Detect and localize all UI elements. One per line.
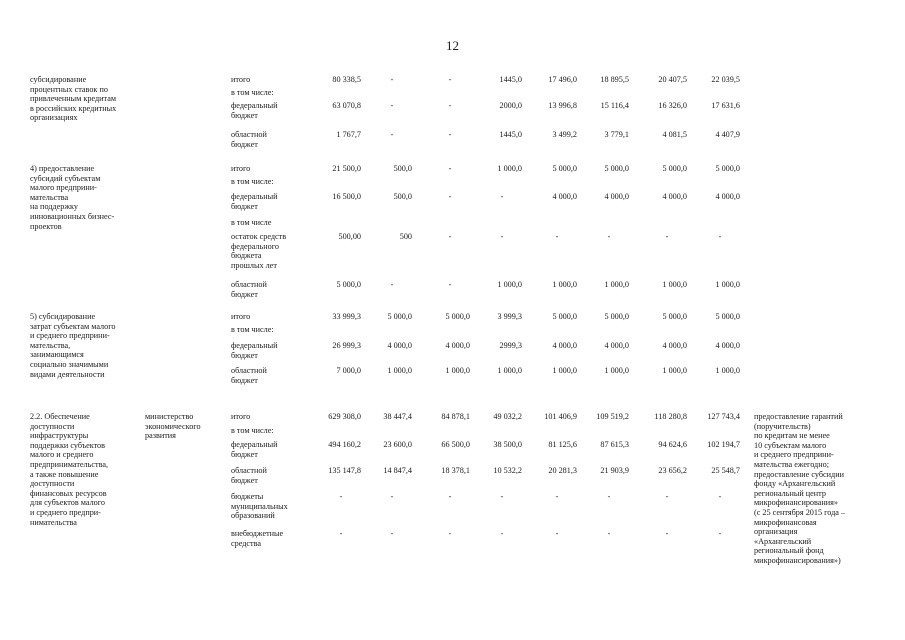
- value-cell: 5 000,0: [445, 312, 470, 321]
- value-cell: 5 000,0: [336, 280, 361, 289]
- value-cell: 16 326,0: [658, 101, 687, 110]
- value-cell: 1 000,0: [715, 280, 740, 289]
- value-cell: 4 000,0: [604, 341, 629, 350]
- value-cell: 17 631,6: [711, 101, 740, 110]
- value-cell: 4 407,9: [715, 130, 740, 139]
- value-cell: 5 000,0: [604, 164, 629, 173]
- value-cell: -: [607, 232, 611, 241]
- value-cell: 5 000,0: [662, 312, 687, 321]
- value-cell: 135 147,8: [328, 466, 361, 475]
- value-cell: 3 499,2: [552, 130, 577, 139]
- value-cell: 1 000,0: [387, 366, 412, 375]
- value-cell: 4 000,0: [662, 192, 687, 201]
- expected-result: предоставление гарантий (поручительств) по кредитам не менее 10 субъектам малого и среднего предприни- мательства ежегодно; предоставление субсидии фонду «Архангельский региональный центр микрофинансирования» (с 25 сентября 2015 года – микрофинансовая организация «Архангельский региональный фонд микрофинансирования»): [754, 412, 846, 565]
- value-cell: 118 280,8: [654, 412, 687, 421]
- value-cell: 1 000,0: [497, 366, 522, 375]
- value-cell: 1 000,0: [552, 280, 577, 289]
- value-cell: 49 032,2: [493, 412, 522, 421]
- value-cell: 1445,0: [499, 130, 522, 139]
- value-cell: -: [500, 192, 504, 201]
- value-cell: 7 000,0: [336, 366, 361, 375]
- value-cell: 4 000,0: [387, 341, 412, 350]
- value-cell: 500,0: [393, 192, 412, 201]
- value-cell: 25 548,7: [711, 466, 740, 475]
- value-cell: 4 000,0: [445, 341, 470, 350]
- value-cell: 22 039,5: [711, 75, 740, 84]
- value-cell: -: [448, 192, 452, 201]
- funding-source: областной бюджет: [231, 280, 267, 299]
- value-cell: 2000,0: [499, 101, 522, 110]
- funding-source: внебюджетные средства: [231, 529, 284, 548]
- value-cell: 21 903,9: [600, 466, 629, 475]
- value-cell: 1 000,0: [715, 366, 740, 375]
- value-cell: 14 847,4: [383, 466, 412, 475]
- value-cell: 5 000,0: [715, 164, 740, 173]
- value-cell: 84 878,1: [441, 412, 470, 421]
- value-cell: 1 000,0: [497, 164, 522, 173]
- value-cell: 5 000,0: [387, 312, 412, 321]
- value-cell: 18 895,5: [600, 75, 629, 84]
- value-cell: 80 338,5: [332, 75, 361, 84]
- value-cell: 87 615,3: [600, 440, 629, 449]
- funding-source: в том числе: [231, 218, 272, 227]
- value-cell: -: [607, 492, 611, 501]
- value-cell: 94 624,6: [658, 440, 687, 449]
- funding-source: в том числе:: [231, 177, 274, 186]
- value-cell: 66 500,0: [441, 440, 470, 449]
- funding-source: итого: [231, 164, 251, 173]
- value-cell: -: [448, 75, 452, 84]
- value-cell: -: [390, 280, 394, 289]
- value-cell: 20 407,5: [658, 75, 687, 84]
- value-cell: -: [448, 280, 452, 289]
- value-cell: -: [718, 492, 722, 501]
- value-cell: -: [448, 130, 452, 139]
- value-cell: 38 447,4: [383, 412, 412, 421]
- value-cell: 3 779,1: [604, 130, 629, 139]
- value-cell: 4 081,5: [662, 130, 687, 139]
- row-executor: министерство экономического развития: [145, 412, 201, 441]
- value-cell: -: [500, 529, 504, 538]
- value-cell: 16 500,0: [332, 192, 361, 201]
- value-cell: 500,0: [393, 164, 412, 173]
- value-cell: 102 194,7: [707, 440, 740, 449]
- value-cell: -: [500, 492, 504, 501]
- value-cell: 4 000,0: [552, 341, 577, 350]
- value-cell: 10 532,2: [493, 466, 522, 475]
- value-cell: 1 000,0: [662, 280, 687, 289]
- funding-source: федеральный бюджет: [231, 341, 278, 360]
- value-cell: 38 500,0: [493, 440, 522, 449]
- value-cell: 5 000,0: [715, 312, 740, 321]
- value-cell: 23 600,0: [383, 440, 412, 449]
- value-cell: -: [718, 232, 722, 241]
- value-cell: 18 378,1: [441, 466, 470, 475]
- value-cell: -: [448, 232, 452, 241]
- value-cell: 20 281,3: [548, 466, 577, 475]
- value-cell: 1 000,0: [604, 366, 629, 375]
- value-cell: 5 000,0: [604, 312, 629, 321]
- value-cell: 4 000,0: [552, 192, 577, 201]
- funding-source: итого: [231, 75, 251, 84]
- value-cell: -: [390, 492, 394, 501]
- value-cell: -: [448, 529, 452, 538]
- value-cell: 17 496,0: [548, 75, 577, 84]
- funding-source: областной бюджет: [231, 366, 267, 385]
- value-cell: -: [665, 492, 669, 501]
- value-cell: 1 000,0: [552, 366, 577, 375]
- value-cell: -: [555, 529, 559, 538]
- value-cell: 15 116,4: [600, 101, 629, 110]
- row-description: субсидирование процентных ставок по привлеченным кредитам в российских кредитных организациях: [30, 75, 117, 123]
- value-cell: 1445,0: [499, 75, 522, 84]
- value-cell: 4 000,0: [715, 192, 740, 201]
- value-cell: -: [390, 529, 394, 538]
- value-cell: 4 000,0: [604, 192, 629, 201]
- funding-source: итого: [231, 312, 251, 321]
- funding-source: в том числе:: [231, 88, 274, 97]
- value-cell: 23 656,2: [658, 466, 687, 475]
- value-cell: 3 999,3: [497, 312, 522, 321]
- funding-source: федеральный бюджет: [231, 101, 278, 120]
- value-cell: 81 125,6: [548, 440, 577, 449]
- value-cell: 2999,3: [499, 341, 522, 350]
- value-cell: 33 999,3: [332, 312, 361, 321]
- funding-source: областной бюджет: [231, 130, 267, 149]
- value-cell: 109 519,2: [596, 412, 629, 421]
- value-cell: 5 000,0: [552, 312, 577, 321]
- value-cell: 63 070,8: [332, 101, 361, 110]
- value-cell: 127 743,4: [707, 412, 740, 421]
- row-description: 2.2. Обеспечение доступности инфраструктуры поддержки субъектов малого и среднего предпринимательства, а также повышение доступности финансовых ресурсов для субъектов малого и среднего предпри- нимательства: [30, 412, 109, 527]
- value-cell: 26 999,3: [332, 341, 361, 350]
- value-cell: 1 767,7: [336, 130, 361, 139]
- value-cell: -: [555, 492, 559, 501]
- value-cell: 101 406,9: [544, 412, 577, 421]
- value-cell: 1 000,0: [662, 366, 687, 375]
- value-cell: 1 000,0: [497, 280, 522, 289]
- value-cell: -: [339, 529, 343, 538]
- page-number: 12: [446, 38, 459, 53]
- funding-source: в том числе:: [231, 426, 274, 435]
- value-cell: -: [607, 529, 611, 538]
- value-cell: 4 000,0: [662, 341, 687, 350]
- funding-source: в том числе:: [231, 325, 274, 334]
- value-cell: -: [665, 232, 669, 241]
- funding-source: остаток средств федерального бюджета прошлых лет: [231, 232, 287, 270]
- value-cell: -: [390, 75, 394, 84]
- value-cell: -: [555, 232, 559, 241]
- row-description: 5) субсидирование затрат субъектам малого и среднего предприни- мательства, занимающимся социально значимыми видами деятельности: [30, 312, 116, 379]
- funding-source: областной бюджет: [231, 466, 267, 485]
- funding-source: федеральный бюджет: [231, 192, 278, 211]
- value-cell: 1 000,0: [604, 280, 629, 289]
- value-cell: -: [448, 492, 452, 501]
- value-cell: 500: [399, 232, 412, 241]
- row-description: 4) предоставление субсидий субъектам малого предприни- мательства на поддержку инновационных бизнес- проектов: [30, 164, 115, 231]
- funding-source: федеральный бюджет: [231, 440, 278, 459]
- value-cell: 4 000,0: [715, 341, 740, 350]
- value-cell: 13 996,8: [548, 101, 577, 110]
- value-cell: 500,00: [338, 232, 361, 241]
- value-cell: 1 000,0: [445, 366, 470, 375]
- value-cell: 21 500,0: [332, 164, 361, 173]
- value-cell: -: [339, 492, 343, 501]
- value-cell: -: [390, 101, 394, 110]
- value-cell: 5 000,0: [552, 164, 577, 173]
- value-cell: -: [448, 101, 452, 110]
- value-cell: -: [448, 164, 452, 173]
- funding-source: бюджеты муниципальных образований: [231, 492, 288, 521]
- value-cell: 629 308,0: [328, 412, 361, 421]
- value-cell: -: [500, 232, 504, 241]
- value-cell: -: [665, 529, 669, 538]
- value-cell: -: [390, 130, 394, 139]
- value-cell: 494 160,2: [328, 440, 361, 449]
- value-cell: -: [718, 529, 722, 538]
- value-cell: 5 000,0: [662, 164, 687, 173]
- funding-source: итого: [231, 412, 251, 421]
